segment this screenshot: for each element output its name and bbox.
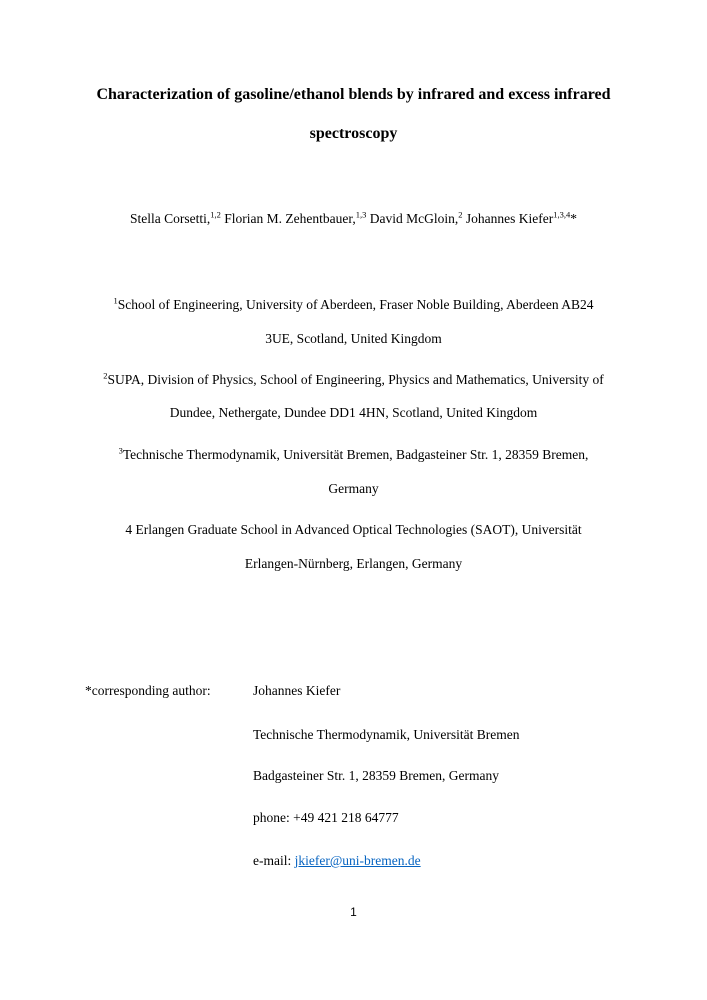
- affiliation-1: [0, 296, 707, 314]
- author-affiliation-sup: 2: [458, 209, 463, 220]
- affiliation-1-continued: 3UE, Scotland, United Kingdom: [265, 331, 442, 346]
- email-label: e-mail:: [253, 853, 295, 868]
- affiliation-sup: 2: [103, 370, 108, 381]
- corresponding-author-address: Badgasteiner Str. 1, 28359 Bremen, Germany: [253, 768, 499, 783]
- affiliation-text: Technische Thermodynamik, Universität Bremen, Badgasteiner Str. 1, 28359 Bremen,: [122, 447, 589, 462]
- paper-title-line-1: Characterization of gasoline/ethanol blends by infrared and excess infrared: [96, 86, 611, 103]
- author-affiliation-sup: 1,2: [210, 209, 221, 220]
- affiliation-text: SUPA, Division of Physics, School of Engineering, Physics and Mathematics, University of: [107, 372, 604, 387]
- author-list: [0, 210, 707, 228]
- affiliation-4: 4 Erlangen Graduate School in Advanced Optical Technologies (SAOT), Universität: [125, 522, 582, 537]
- affiliation-3-continued: Germany: [328, 481, 379, 496]
- corresponding-author-name: Johannes Kiefer: [253, 683, 341, 698]
- author-name: Florian M. Zehentbauer,: [224, 211, 356, 226]
- affiliation-2-continued: Dundee, Nethergate, Dundee DD1 4HN, Scotland, United Kingdom: [169, 405, 538, 420]
- author-affiliation-sup: 1,3: [355, 209, 367, 220]
- email-link[interactable]: jkiefer@uni-bremen.de: [294, 853, 421, 868]
- affiliation-3: [0, 446, 707, 464]
- corresponding-author-label: *corresponding author:: [85, 683, 211, 698]
- corresponding-author-phone: phone: +49 421 218 64777: [253, 810, 399, 825]
- affiliation-2: [0, 371, 707, 389]
- affiliation-text: School of Engineering, University of Aberdeen, Fraser Noble Building, Aberdeen AB24: [117, 297, 594, 312]
- author-name: Johannes Kiefer: [465, 211, 554, 226]
- affiliation-sup: 1: [113, 295, 118, 306]
- page-number: 1: [350, 905, 357, 919]
- corresponding-author-email-line: [253, 852, 421, 870]
- affiliation-sup: 3: [118, 445, 123, 456]
- paper-title-line-2: spectroscopy: [309, 125, 398, 142]
- author-affiliation-sup: 1,3,4: [553, 209, 571, 220]
- corresponding-marker: *: [570, 211, 577, 226]
- corresponding-author-institution: Technische Thermodynamik, Universität Bremen: [253, 727, 520, 742]
- affiliation-4-continued: Erlangen-Nürnberg, Erlangen, Germany: [244, 556, 463, 571]
- author-name: Stella Corsetti,: [130, 211, 211, 226]
- author-name: David McGloin,: [369, 211, 459, 226]
